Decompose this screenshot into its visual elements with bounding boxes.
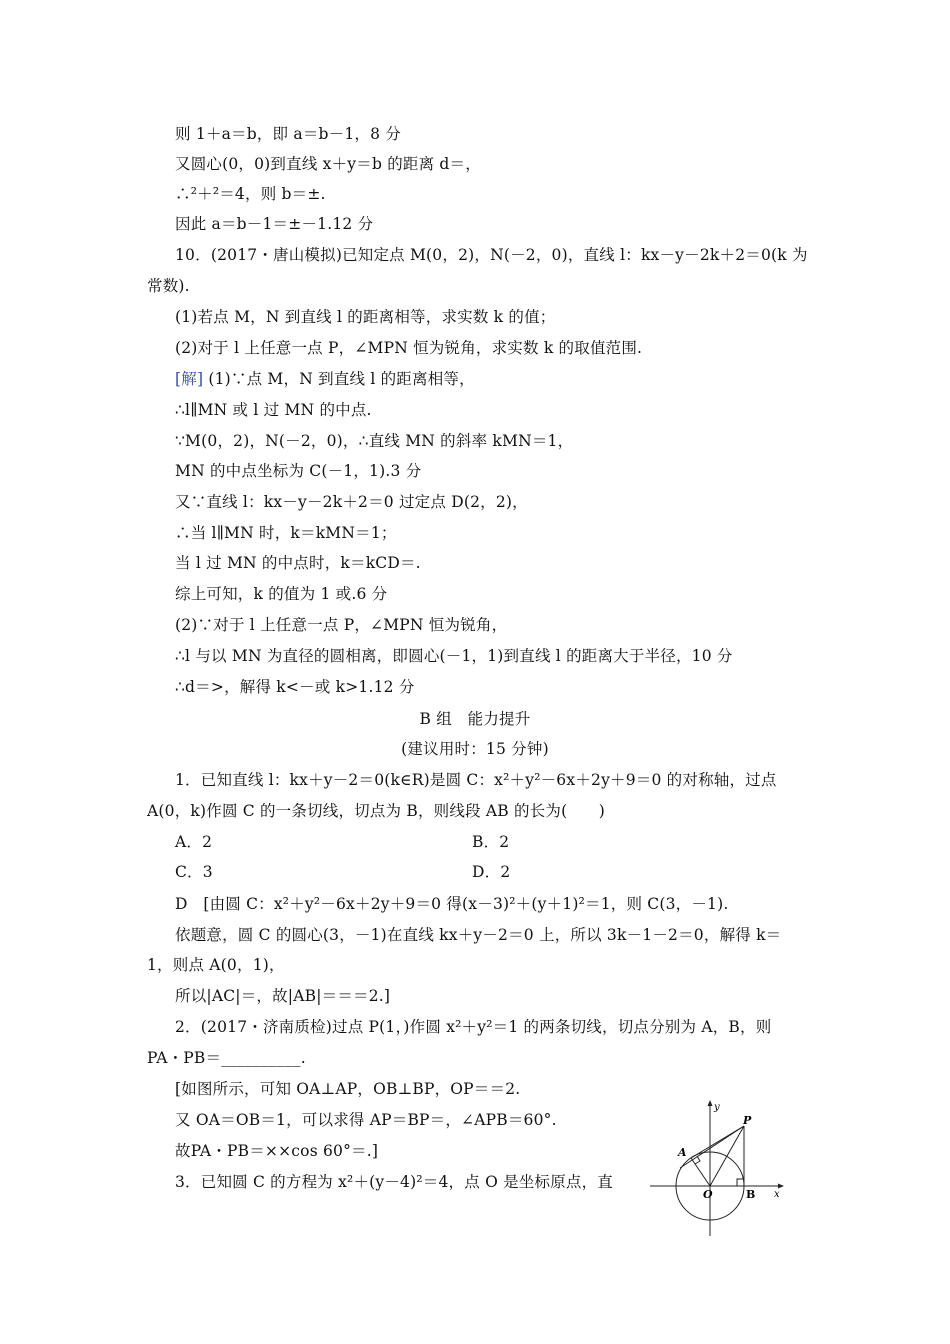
solution-line — [175, 369, 475, 389]
text-line: 因此 a＝b－1＝±－1.12 分 — [175, 215, 374, 233]
text-line: D [由圆 C：x²＋y²－6x＋2y＋9＝0 得(x－3)²＋(y＋1)²＝1，则 C(3，－1). — [175, 895, 729, 913]
solution-tag: [解] — [175, 370, 204, 388]
text-line: 当 l 过 MN 的中点时，k＝kCD＝. — [175, 554, 421, 572]
text-line: 常数). — [147, 277, 190, 295]
text-line: ∴d＝>，解得 k<－或 k>1.12 分 — [175, 678, 415, 696]
label-a: A — [678, 1146, 687, 1159]
label-x: x — [774, 1189, 780, 1200]
problem-2-line: 2．(2017・济南质检)过点 P(1，)作圆 x²＋y²＝1 的两条切线，切点分别为 A，B，则 — [175, 1018, 772, 1036]
text-line: 则 1＋a＝b，即 a＝b－1，8 分 — [175, 125, 401, 143]
text-line: (1)若点 M，N 到直线 l 的距离相等，求实数 k 的值； — [175, 308, 556, 326]
text-line: ∵M(0，2)，N(－2，0)，∴直线 MN 的斜率 kMN＝1， — [175, 432, 574, 450]
option-c: C．3 — [175, 863, 213, 881]
text-line: ∴²＋²＝4，则 b＝±. — [175, 185, 326, 203]
label-y: y — [714, 1102, 720, 1113]
option-d: D．2 — [472, 863, 511, 881]
label-b: B — [746, 1188, 756, 1201]
option-a: A．2 — [175, 833, 213, 851]
text-line: 依题意，圆 C 的圆心(3，－1)在直线 kx＋y－2＝0 上，所以 3k－1－2＝0，解得 k＝ — [175, 926, 782, 944]
text-line: [如图所示，可知 OA⊥AP，OB⊥BP，OP＝＝2. — [175, 1080, 521, 1098]
text-line: 综上可知，k 的值为 1 或.6 分 — [175, 585, 388, 603]
text-line: PA・PB＝__________. — [147, 1049, 306, 1067]
label-p: P — [743, 1114, 752, 1127]
text-line: (2)∵对于 l 上任意一点 P，∠MPN 恒为锐角， — [175, 616, 508, 634]
text-line: 1，则点 A(0，1)， — [147, 956, 285, 974]
problem-1-line: 1．已知直线 l：kx＋y－2＝0(k∈R)是圆 C：x²＋y²－6x＋2y＋9＝0 的对称轴，过点 — [175, 771, 777, 789]
text-line: (2)对于 l 上任意一点 P，∠MPN 恒为锐角，求实数 k 的取值范围. — [175, 339, 643, 357]
text-line: 又∵直线 l：kx－y－2k＋2＝0 过定点 D(2，2)， — [175, 493, 528, 511]
tangent-circle-figure — [648, 1098, 788, 1238]
text-line: ∴l∥MN 或 l 过 MN 的中点. — [175, 401, 372, 419]
solution-text: (1)∵点 M，N 到直线 l 的距离相等， — [208, 370, 475, 388]
section-heading: B 组 能力提升 — [419, 710, 531, 728]
problem-10-line: 10．(2017・唐山模拟)已知定点 M(0，2)，N(－2，0)，直线 l：kx－y－2k＋2＝0(k 为 — [175, 246, 808, 264]
right-angle-b — [737, 1179, 744, 1186]
text-line: 所以|AC|＝，故|AB|＝＝＝2.] — [175, 987, 391, 1005]
segment-op — [710, 1126, 744, 1186]
option-b: B．2 — [472, 833, 510, 851]
y-axis-arrow — [708, 1100, 713, 1106]
label-o: O — [703, 1188, 713, 1201]
text-line: 又圆心(0，0)到直线 x＋y＝b 的距离 d＝， — [175, 155, 481, 173]
text-line: 故PA・PB＝××cos 60°＝.] — [175, 1142, 379, 1160]
text-line: MN 的中点坐标为 C(－1，1).3 分 — [175, 462, 422, 480]
segment-oa — [691, 1158, 710, 1186]
text-line: ∴当 l∥MN 时，k＝kMN＝1； — [175, 524, 397, 542]
text-line: ∴l 与以 MN 为直径的圆相离，即圆心(－1，1)到直线 l 的距离大于半径，10 分 — [175, 647, 733, 665]
problem-3-line: 3．已知圆 C 的方程为 x²＋(y－4)²＝4，点 O 是坐标原点，直 — [175, 1173, 614, 1191]
text-line: A(0，k)作圆 C 的一条切线，切点为 B，则线段 AB 的长为( ) — [147, 802, 606, 820]
x-axis-arrow — [778, 1184, 784, 1189]
text-line: 又 OA＝OB＝1，可以求得 AP＝BP＝，∠APB＝60°. — [175, 1111, 557, 1129]
section-subheading: (建议用时：15 分钟) — [401, 740, 549, 758]
